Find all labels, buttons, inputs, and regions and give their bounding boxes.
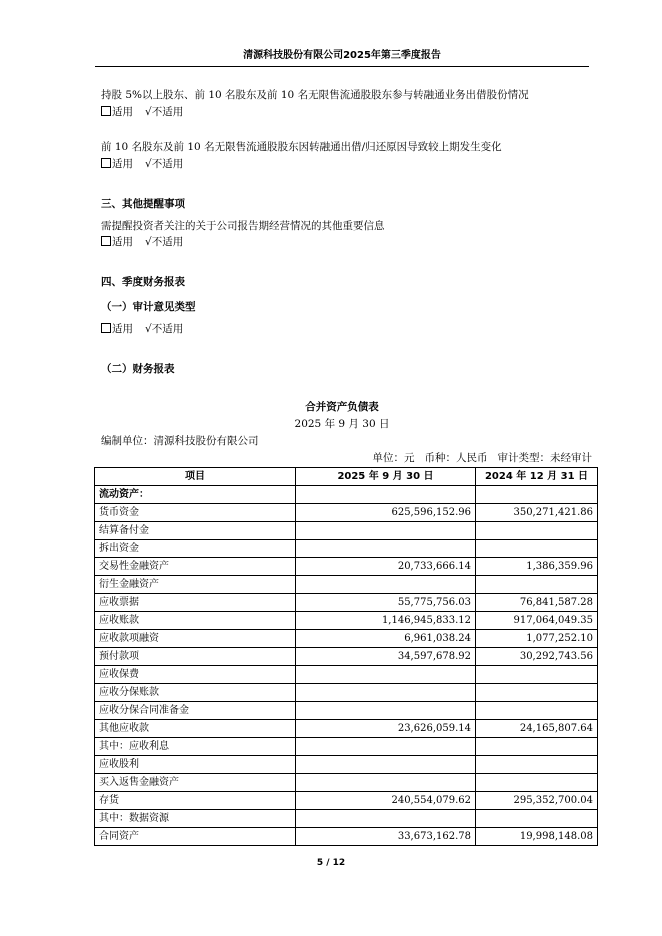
table-row: 交易性金融资产 20,733,666.14 1,386,359.96 — [95, 558, 598, 576]
table-row: 衍生金融资产 — [95, 576, 598, 594]
statement-date: 2025 年 9 月 30 日 — [294, 418, 390, 430]
checkbox-icon — [101, 106, 111, 116]
table-row: 应收账款 1,146,945,833.12 917,064,049.35 — [95, 612, 598, 630]
audit-opinion-options: 适用 √不适用 — [101, 321, 183, 336]
section-label: 流动资产： — [95, 486, 296, 504]
statement-unit-line — [363, 450, 593, 465]
section-4-title: 四、季度财务报表 — [101, 276, 185, 288]
table-row: 应收分保账款 — [95, 684, 598, 702]
section-3-title: 三、其他提醒事项 — [101, 198, 185, 210]
table-row: 应收分保合同准备金 — [95, 702, 598, 720]
table-row: 其中：应收利息 — [95, 738, 598, 756]
checkbox-icon — [101, 158, 111, 168]
table-row: 其他应收款 23,626,059.14 24,165,807.64 — [95, 720, 598, 738]
table-row: 货币资金 625,596,152.96 350,271,421.86 — [95, 504, 598, 522]
lending-change-options: 适用 √不适用 — [101, 156, 183, 171]
table-row: 应收款项融资 6,961,038.24 1,077,252.10 — [95, 630, 598, 648]
report-header: 清源科技股份有限公司2025年第三季度报告 — [95, 46, 589, 67]
header-current: 2025 年 9 月 30 日 — [296, 468, 476, 486]
lending-change-text: 前 10 名股东及前 10 名无限售流通股股东因转融通出借/归还原因导致较上期发生变化 — [101, 141, 502, 153]
section-3-text: 需提醒投资者关注的关于公司报告期经营情况的其他重要信息 — [101, 220, 385, 232]
header-prior: 2024 年 12 月 31 日 — [476, 468, 598, 486]
margin-lending-text: 持股 5%以上股东、前 10 名股东及前 10 名无限售流通股股东参与转融通业务出借股份情况 — [101, 89, 529, 101]
checkbox-icon — [101, 323, 111, 333]
audit-opinion-title: （一）审计意见类型 — [101, 301, 196, 313]
page-number: 5 / 12 — [316, 858, 346, 868]
checkbox-icon — [101, 236, 111, 246]
audit-type-label: 审计类型：未经审计 — [497, 452, 592, 464]
margin-lending-options: 适用 √不适用 — [101, 104, 183, 119]
statement-title: 合并资产负债表 — [305, 401, 379, 413]
statement-company: 编制单位：清源科技股份有限公司 — [101, 435, 259, 447]
financial-statements-title: （二）财务报表 — [101, 363, 175, 375]
table-header-row — [95, 468, 598, 486]
table-row: 其中：数据资源 — [95, 810, 598, 828]
currency-label: 币种：人民币 — [424, 452, 488, 464]
table-row: 结算备付金 — [95, 522, 598, 540]
table-row: 买入返售金融资产 — [95, 774, 598, 792]
table-row: 拆出资金 — [95, 540, 598, 558]
table-row: 存货 240,554,079.62 295,352,700.04 — [95, 792, 598, 810]
header-item: 项目 — [95, 468, 296, 486]
section-3-options: 适用 √不适用 — [101, 234, 183, 249]
table-row: 应收票据 55,775,756.03 76,841,587.28 — [95, 594, 598, 612]
table-row: 预付款项 34,597,678.92 30,292,743.56 — [95, 648, 598, 666]
table-row: 合同资产 33,673,162.78 19,998,148.08 — [95, 828, 598, 846]
unit-label: 单位：元 — [372, 452, 415, 464]
balance-sheet-table — [94, 467, 598, 846]
table-row: 应收股利 — [95, 756, 598, 774]
table-section-row — [95, 486, 598, 504]
table-row: 应收保费 — [95, 666, 598, 684]
